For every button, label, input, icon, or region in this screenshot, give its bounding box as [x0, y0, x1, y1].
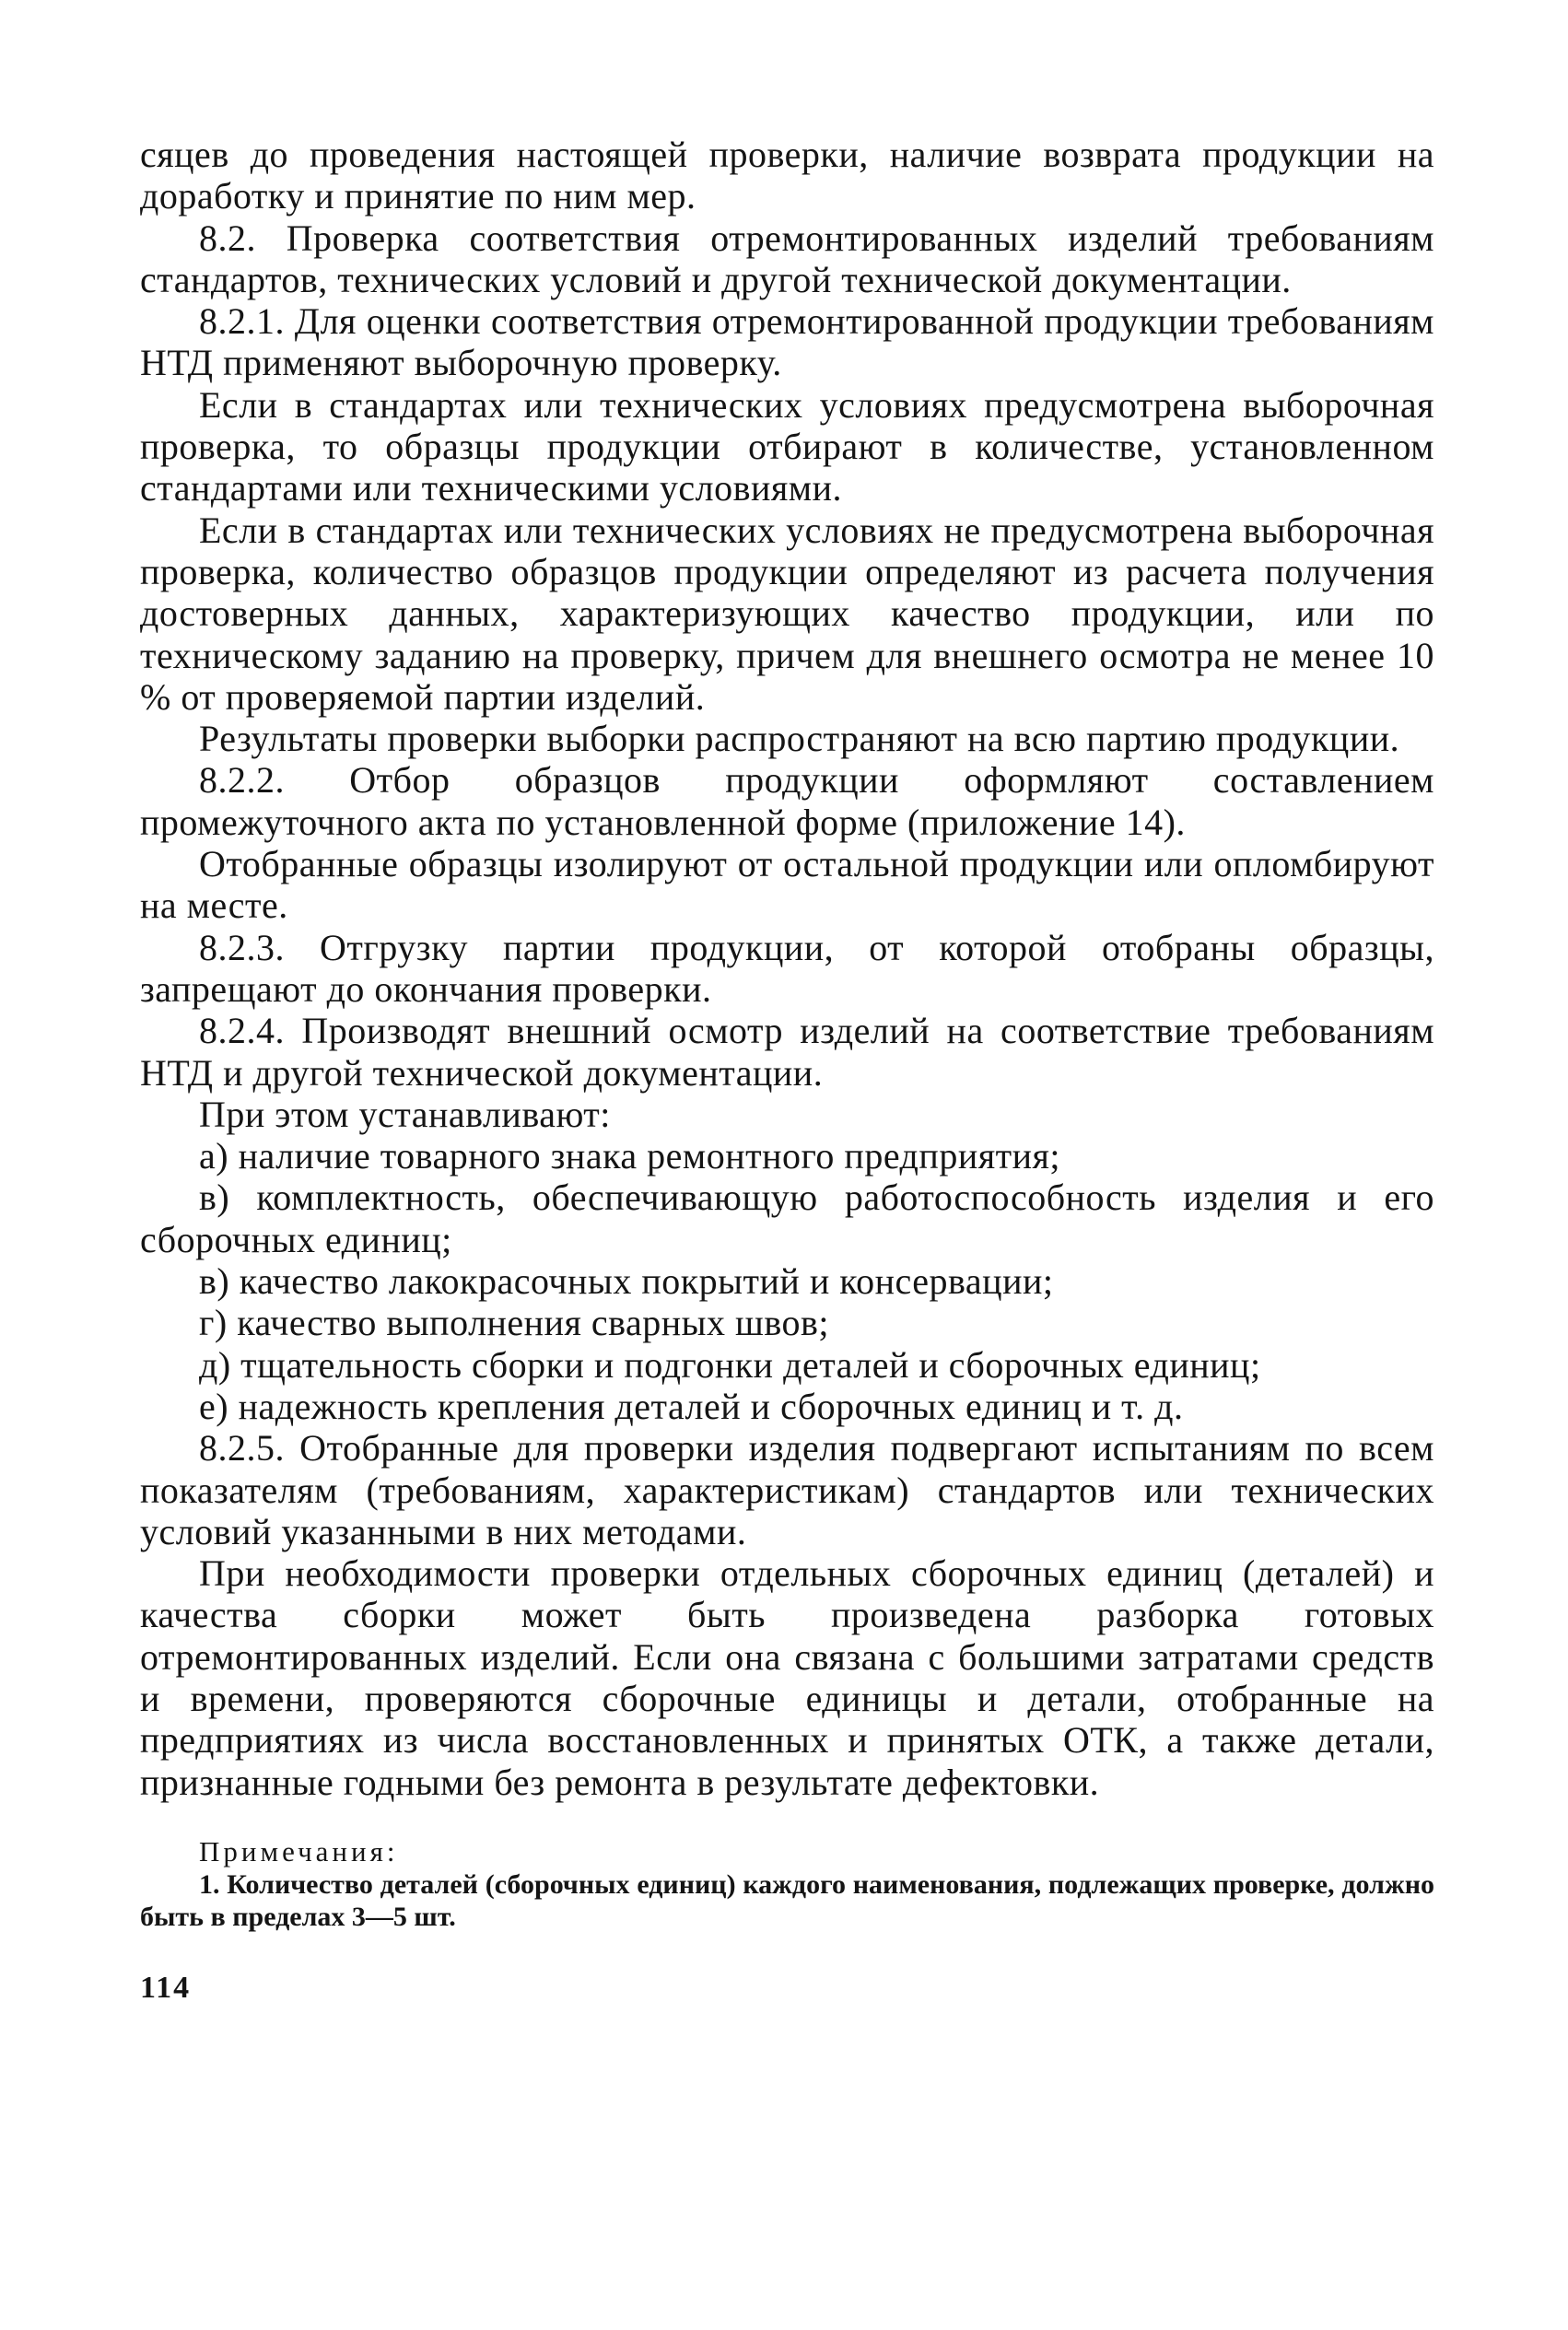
notes-heading: Примечания:	[199, 1834, 399, 1868]
paragraph: Если в стандартах или технических условиях не предусмотрена выборочная проверка, количество образцов продукции определяют из расчета получения достоверных данных, характеризующих качество продукции, или по техническому заданию на проверку, причем для внешнего осмотра не менее 10 % от проверяемой партии изделий.	[140, 509, 1434, 718]
document-page	[140, 134, 1434, 2007]
paragraph: 8.2.2. Отбор образцов продукции оформляют составлением промежуточного акта по установленной форме (приложение 14).	[140, 759, 1434, 843]
paragraph: Если в стандартах или технических условиях предусмотрена выборочная проверка, то образцы продукции отбирают в количестве, установленном стандартами или техническими условиями.	[140, 383, 1434, 509]
list-item: е) надежность крепления деталей и сборочных единиц и т. д.	[199, 1385, 1184, 1427]
list-item: в) комплектность, обеспечивающую работоспособность изделия и его сборочных единиц;	[140, 1177, 1434, 1260]
paragraph: 8.2.4. Производят внешний осмотр изделий на соответствие требованиям НТД и другой технической документации.	[140, 1010, 1434, 1094]
paragraph: сяцев до проведения настоящей проверки, наличие возврата продукции на доработку и принятие по ним мер.	[140, 134, 1434, 217]
paragraph: Отобранные образцы изолируют от остальной продукции или опломбируют на месте.	[140, 843, 1434, 927]
list-item: в) качество лакокрасочных покрытий и консервации;	[199, 1260, 1054, 1303]
notes-section	[140, 1834, 1434, 1933]
page-number: 114	[140, 1970, 192, 2005]
paragraph: 8.2.3. Отгрузку партии продукции, от которой отобраны образцы, запрещают до окончания проверки.	[140, 926, 1434, 1010]
paragraph: Результаты проверки выборки распространяют на всю партию продукции.	[199, 718, 1400, 760]
paragraph: При этом устанавливают:	[199, 1093, 611, 1135]
paragraph: 8.2. Проверка соответствия отремонтированных изделий требованиям стандартов, технических условий и другой технической документации.	[140, 217, 1434, 300]
list-item: д) тщательность сборки и подгонки деталей и сборочных единиц;	[199, 1343, 1261, 1386]
paragraph: 8.2.5. Отобранные для проверки изделия подвергают испытаниям по всем показателям (требованиям, характеристикам) стандартов или технических условий указанными в них методами.	[140, 1427, 1434, 1552]
list-item: а) наличие товарного знака ремонтного предприятия;	[199, 1135, 1061, 1177]
paragraph: При необходимости проверки отдельных сборочных единиц (деталей) и качества сборки может быть произведена разборка готовых отремонтированных изделий. Если она связана с большими затратами средств и времени, проверяются сборочные единицы и детали, отобранные на предприятиях из числа восстановленных и принятых ОТК, а также детали, признанные годными без ремонта в результате дефектовки.	[140, 1552, 1434, 1803]
body-text	[140, 134, 1434, 1803]
list-item: г) качество выполнения сварных швов;	[199, 1302, 829, 1344]
paragraph: 8.2.1. Для оценки соответствия отремонтированной продукции требованиям НТД применяют выборочную проверку.	[140, 300, 1434, 384]
note-item: 1. Количество деталей (сборочных единиц) каждого наименования, подлежащих проверке, должно быть в пределах 3—5 шт.	[140, 1868, 1434, 1932]
